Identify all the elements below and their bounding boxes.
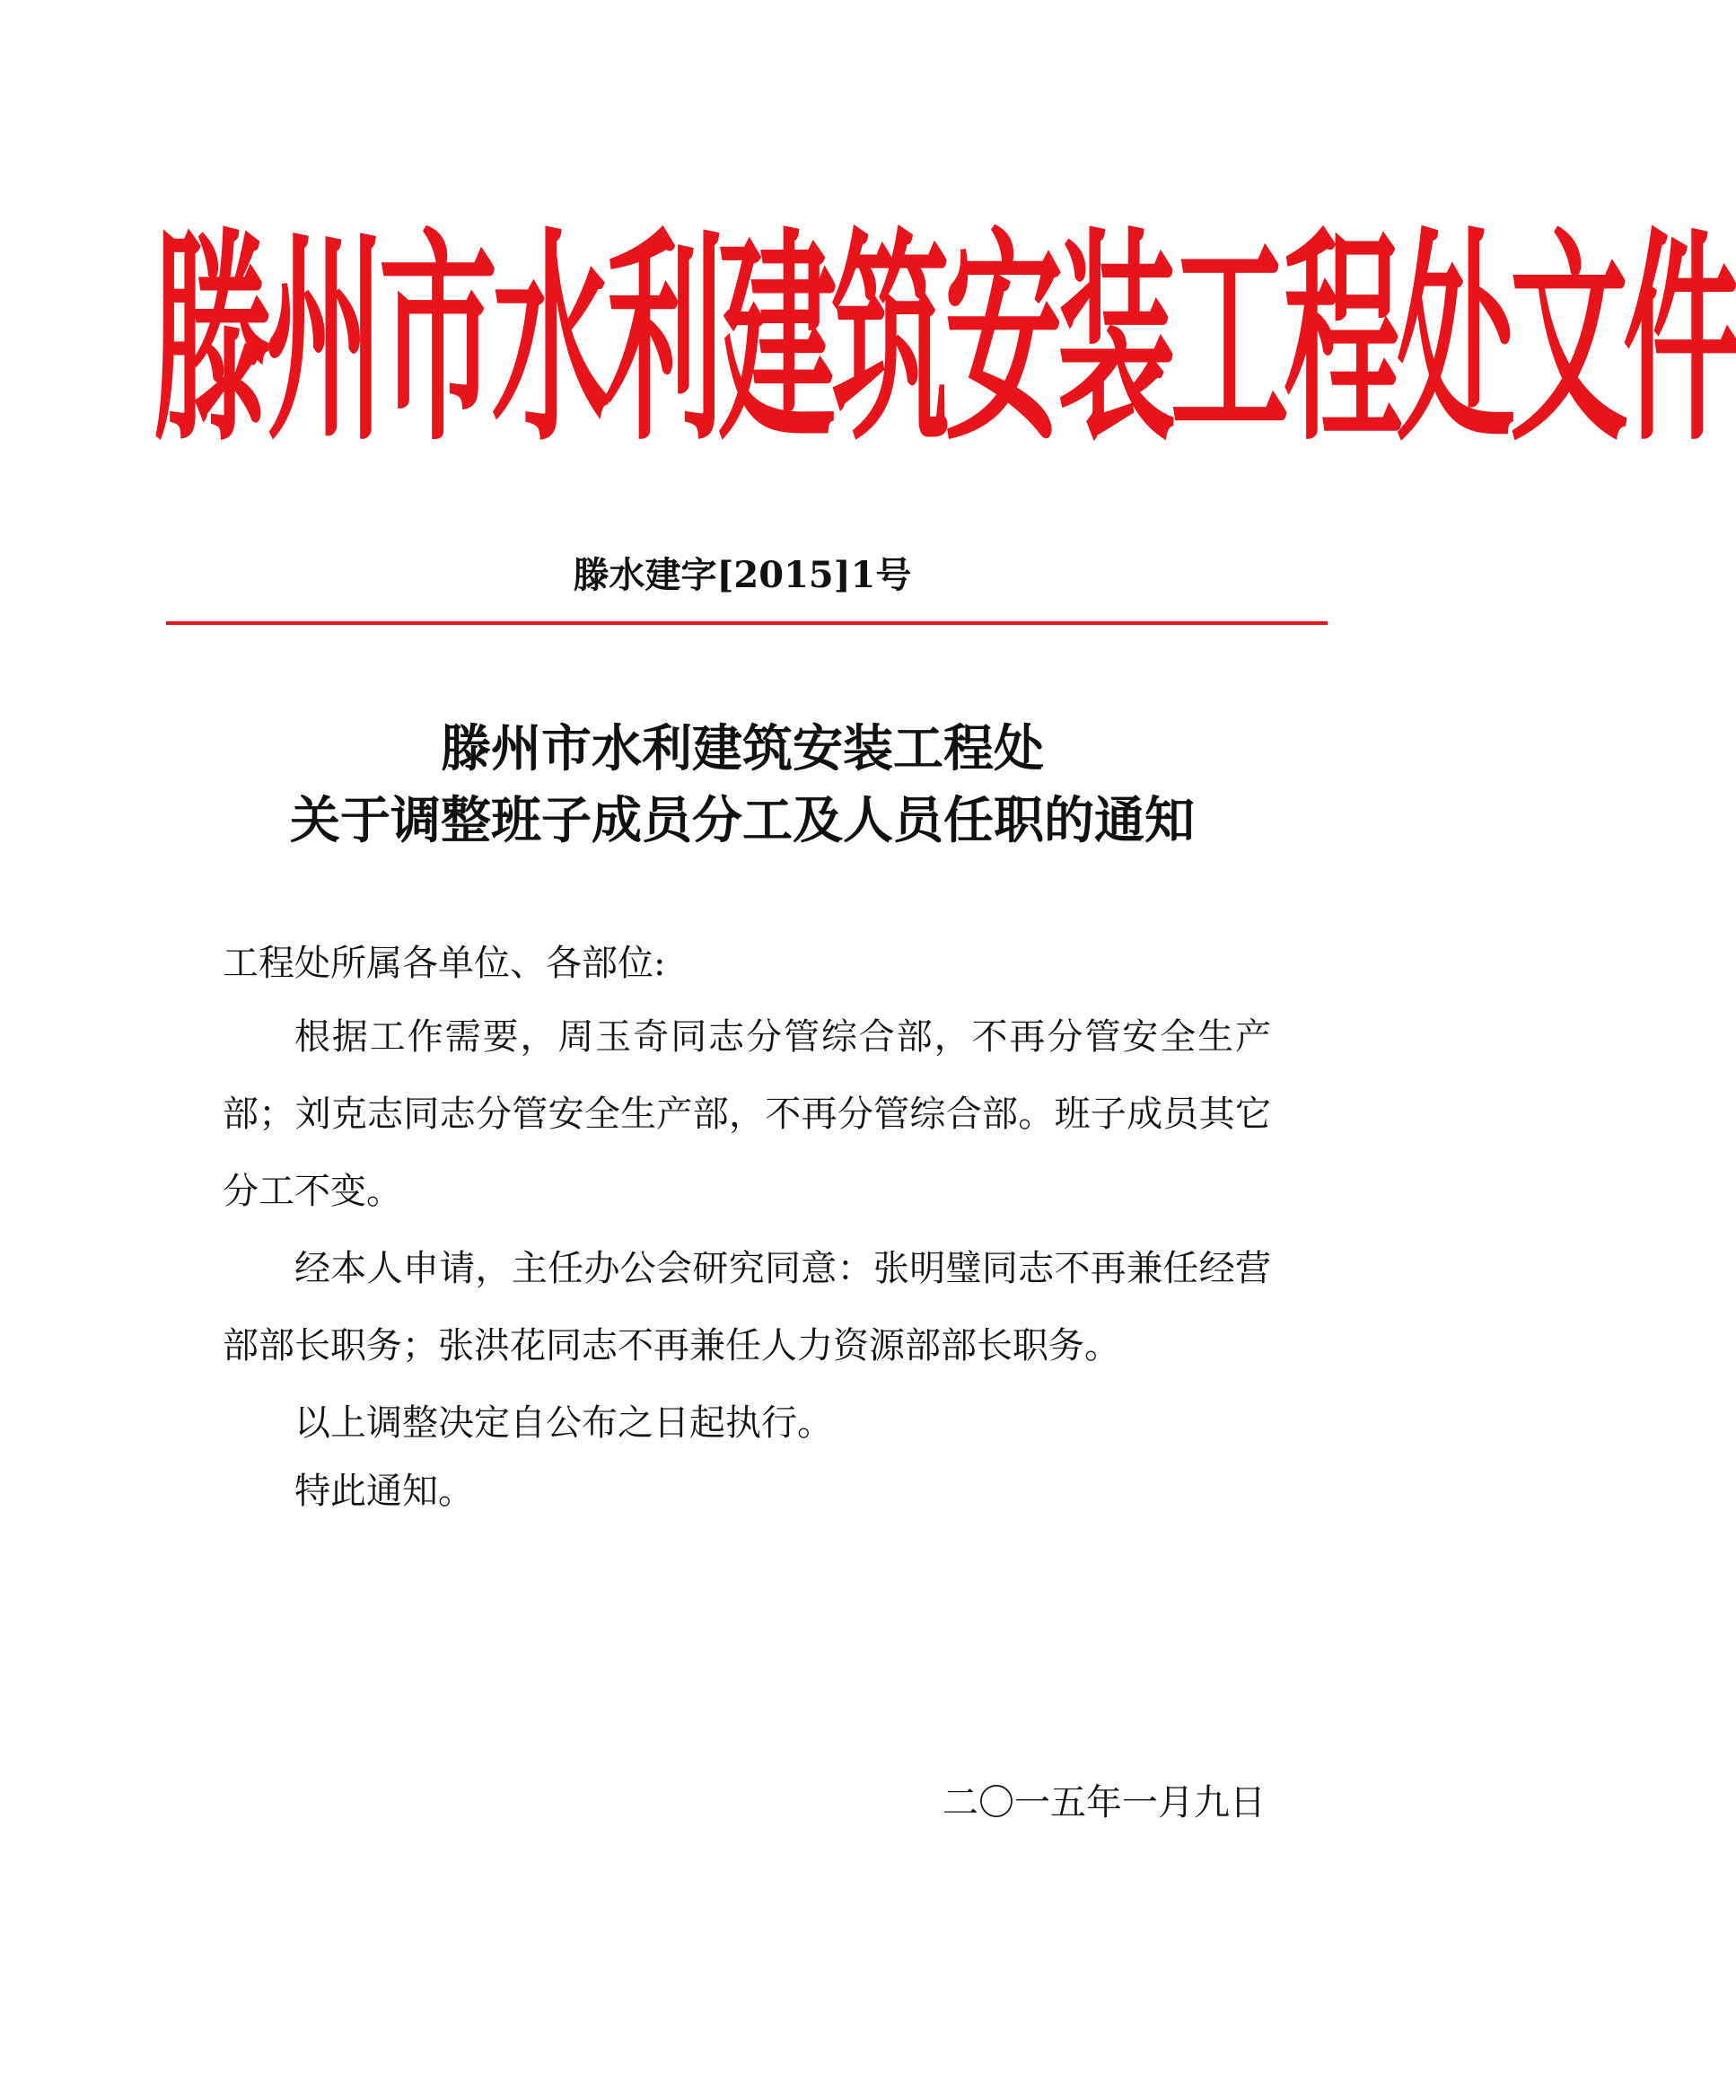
notice-title-line-1: 滕州市水利建筑安装工程处 (441, 720, 1044, 778)
issue-date: 二〇一五年一月九日 (943, 1782, 1266, 1823)
masthead-title (153, 209, 1736, 473)
paragraph-closing: 特此通知。 (294, 1471, 474, 1512)
red-divider-line (166, 621, 1328, 625)
notice-title-line-2: 关于调整班子成员分工及人员任职的通知 (290, 792, 1195, 850)
paragraph-appointments: 经本人申请，主任办公会研究同意：张明璧同志不再兼任经营部部长职务；张洪花同志不再兼任人力资源部部长职务。 (223, 1248, 1271, 1366)
document-number: 滕水建字[2015]1号 (573, 554, 912, 596)
paragraph-division-of-duties: 根据工作需要，周玉奇同志分管综合部，不再分管安全生产部；刘克志同志分管安全生产部，不再分管综合部。班子成员其它分工不变。 (223, 1016, 1271, 1212)
masthead-text: 滕州市水利建筑安装工程处文件 (153, 209, 1736, 473)
paragraph-effective-date: 以上调整决定自公布之日起执行。 (294, 1402, 833, 1444)
salutation: 工程处所属各单位、各部位: (223, 943, 666, 984)
